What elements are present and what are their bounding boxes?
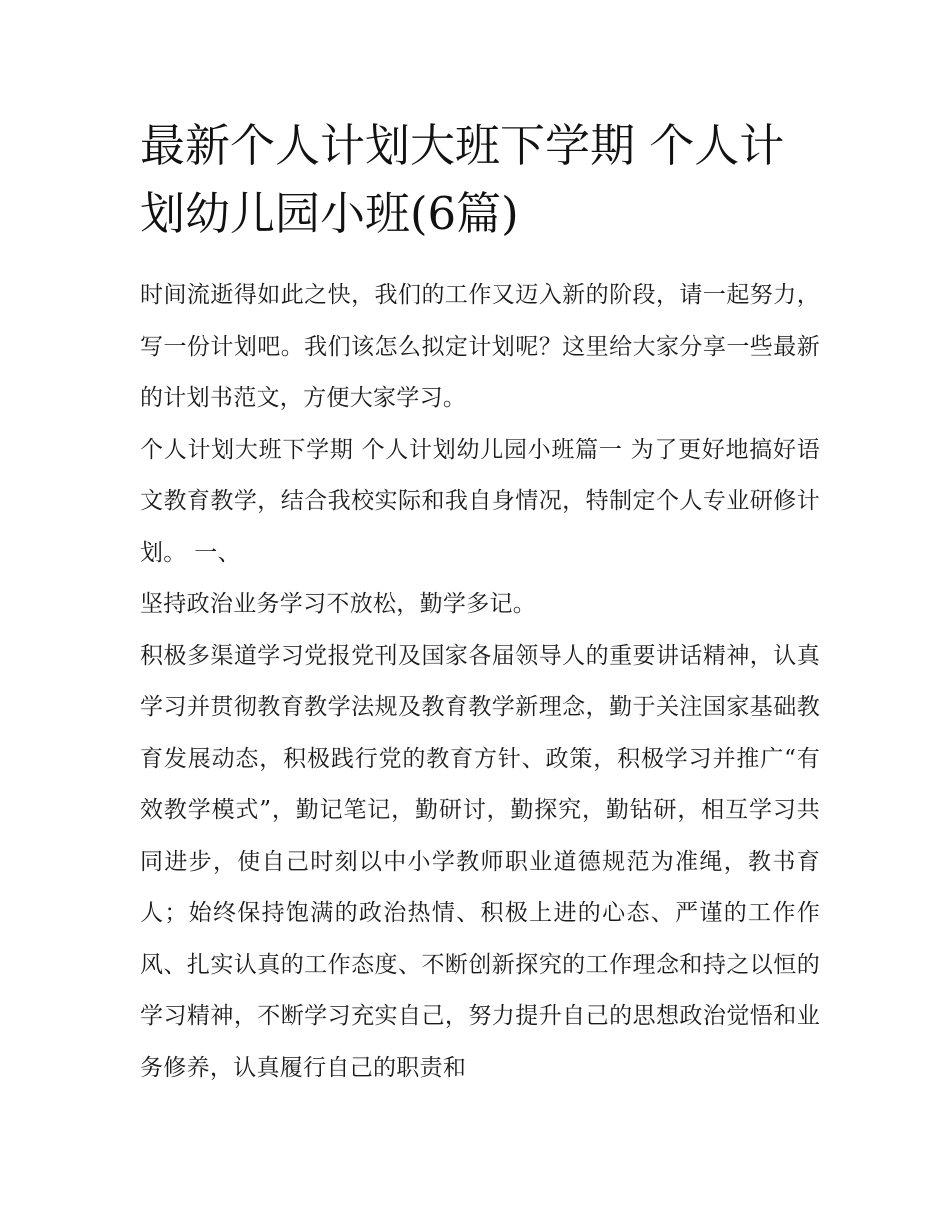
- document-title: 最新个人计划大班下学期 个人计划幼儿园小班(6篇): [140, 119, 785, 240]
- paragraph-heading-study: 坚持政治业务学习不放松，勤学多记。: [140, 591, 537, 617]
- paragraph-intro: 时间流逝得如此之快，我们的工作又迈入新的阶段，请一起努力，写一份计划吧。我们该怎么拟定计划呢？这里给大家分享一些最新的计划书范文，方便大家学习。: [140, 282, 820, 411]
- document-page: [140, 112, 820, 1094]
- paragraph-section-one-intro: 个人计划大班下学期 个人计划幼儿园小班篇一 为了更好地搞好语文教育教学，结合我校实际和我自身情况，特制定个人专业研修计划。 一、: [140, 436, 820, 566]
- document-body: [140, 270, 820, 1094]
- paragraph-study-detail: 积极多渠道学习党报党刊及国家各届领导人的重要讲话精神，认真学习并贯彻教育教学法规及教育教学新理念，勤于关注国家基础教育发展动态，积极践行党的教育方针、政策，积极学习并推广“有效教学模式”，勤记笔记，勤研讨，勤探究，勤钻研，相互学习共同进步，使自己时刻以中小学教师职业道德规范为准绳，教书育人；始终保持饱满的政治热情、积极上进的心态、严谨的工作作风、扎实认真的工作态度、不断创新探究的工作理念和持之以恒的学习精神，不断学习充实自己，努力提升自己的思想政治觉悟和业务修养，认真履行自己的职责和: [140, 642, 820, 1081]
